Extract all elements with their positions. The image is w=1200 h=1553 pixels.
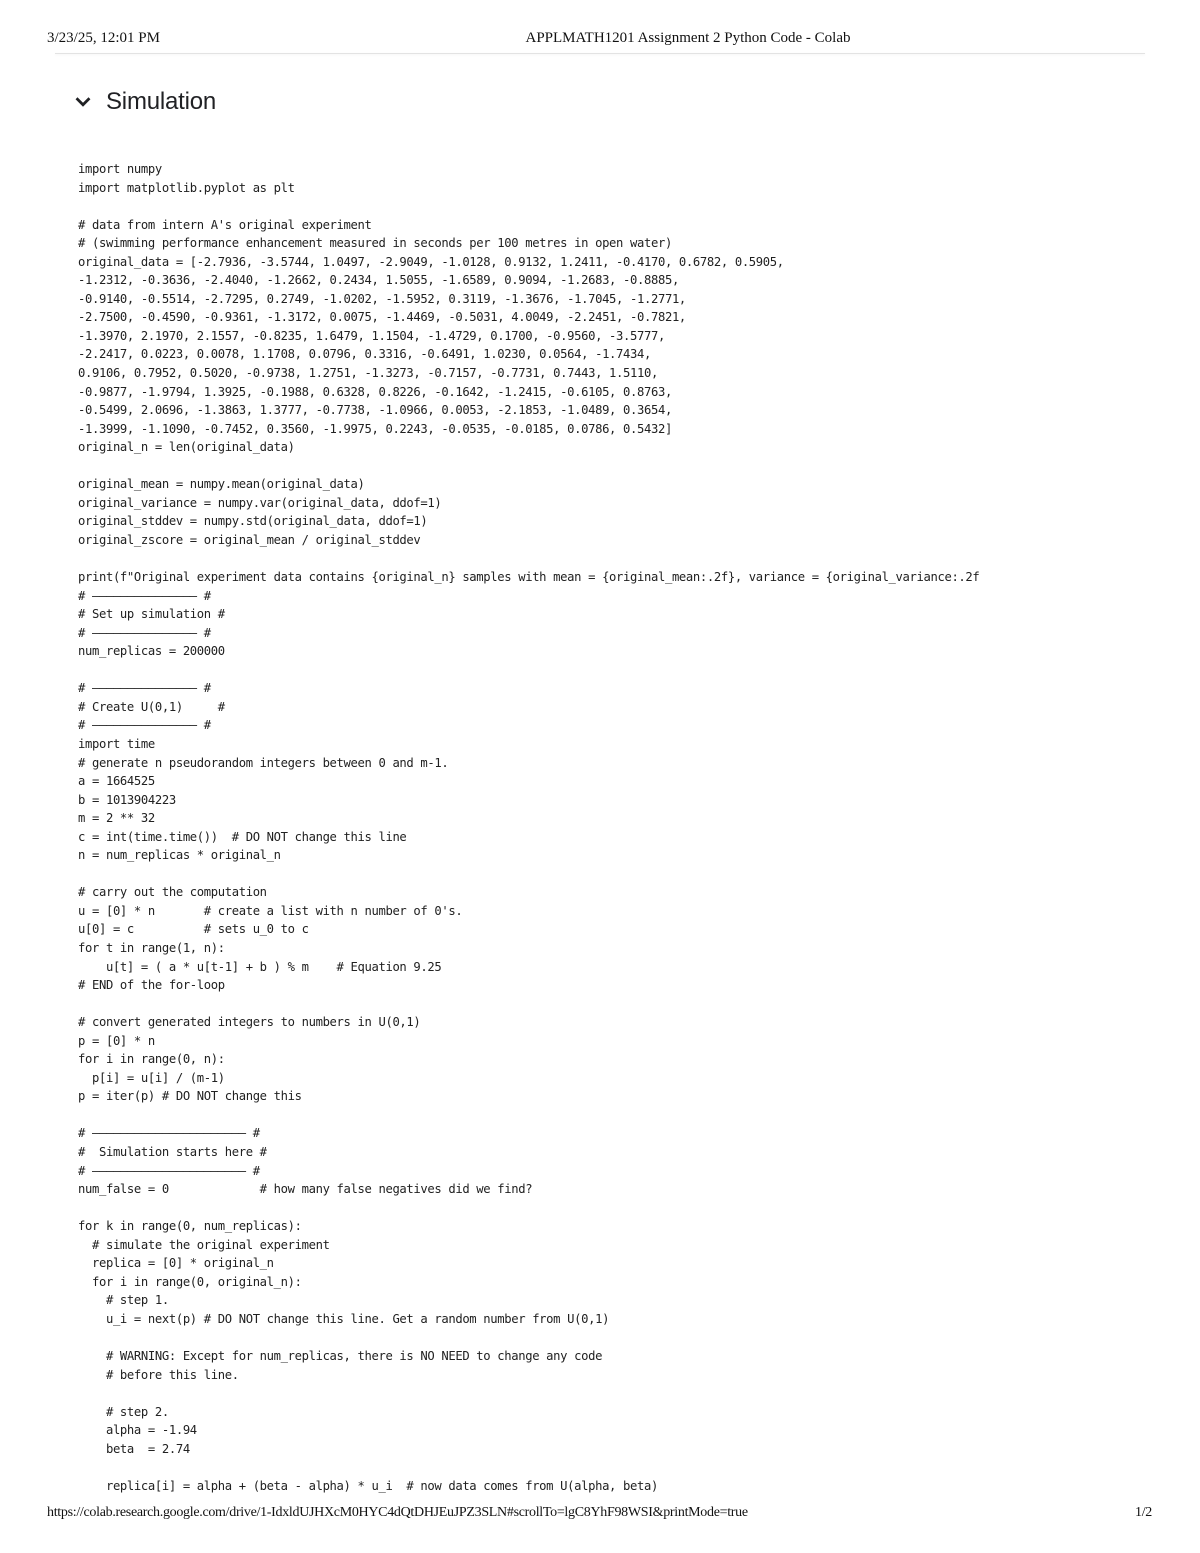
code-line: m = 2 ** 32	[78, 811, 155, 826]
code-line: b = 1013904223	[78, 792, 176, 807]
code-line: alpha = -1.94	[78, 1423, 197, 1438]
code-line: p = iter(p) # DO NOT change this	[78, 1089, 302, 1104]
code-line: u[t] = ( a * u[t-1] + b ) % m # Equation 9.25	[78, 959, 442, 974]
code-line: # step 1.	[78, 1293, 169, 1308]
code-line: for k in range(0, num_replicas):	[78, 1219, 302, 1234]
code-line: u_i = next(p) # DO NOT change this line. Get a random number from U(0,1)	[78, 1311, 610, 1326]
code-line: replica = [0] * original_n	[78, 1256, 274, 1271]
code-line: # Simulation starts here #	[78, 1144, 267, 1159]
code-line: num_replicas = 200000	[78, 644, 225, 659]
code-line: -2.2417, 0.0223, 0.0078, 1.1708, 0.0796, 0.3316, -0.6491, 1.0230, 0.0564, -1.7434,	[78, 347, 651, 362]
code-line: original_data = [-2.7936, -3.5744, 1.0497, -2.9049, -1.0128, 0.9132, 1.2411, -0.4170, 0.6782, 0.5905,	[78, 254, 784, 269]
code-line: print(f"Original experiment data contains {original_n} samples with mean = {original_mean:.2f}, variance = {original_variance:.2f	[78, 570, 980, 585]
code-line: original_zscore = original_mean / original_stddev	[78, 532, 421, 547]
code-line: 0.9106, 0.7952, 0.5020, -0.9738, 1.2751, -1.3273, -0.7157, -0.7731, 0.7443, 1.5110,	[78, 366, 658, 381]
code-line: for i in range(0, n):	[78, 1052, 225, 1067]
code-line: # END of the for-loop	[78, 978, 225, 993]
code-line: num_false = 0 # how many false negatives did we find?	[78, 1182, 533, 1197]
code-line: -0.5499, 2.0696, -1.3863, 1.3777, -0.7738, -1.0966, 0.0053, -2.1853, -1.0489, 0.3654,	[78, 403, 672, 418]
code-cell[interactable]	[78, 160, 979, 1495]
code-line: # before this line.	[78, 1367, 239, 1382]
code-line: import numpy	[78, 162, 162, 176]
code-line: original_variance = numpy.var(original_data, ddof=1)	[78, 495, 442, 510]
code-line: -1.3970, 2.1970, 2.1557, -0.8235, 1.6479, 1.1504, -1.4729, 0.1700, -0.9560, -3.5777,	[78, 328, 665, 343]
code-line: import time	[78, 736, 155, 751]
code-line: u = [0] * n # create a list with n number of 0's.	[78, 903, 463, 918]
section-header[interactable]	[72, 88, 216, 116]
code-line: # Create U(0,1) #	[78, 699, 225, 714]
code-line: p = [0] * n	[78, 1033, 155, 1048]
code-line: # Set up simulation #	[78, 607, 225, 622]
code-line: a = 1664525	[78, 774, 155, 789]
code-line: # ——————————————— #	[78, 588, 211, 603]
code-line: -0.9877, -1.9794, 1.3925, -0.1988, 0.6328, 0.8226, -0.1642, -1.2415, -0.6105, 0.8763,	[78, 384, 672, 399]
code-line: # —————————————————————— #	[78, 1163, 260, 1178]
code-line: u[0] = c # sets u_0 to c	[78, 922, 309, 937]
code-line: beta = 2.74	[78, 1441, 190, 1456]
code-line: for t in range(1, n):	[78, 940, 225, 955]
code-line: c = int(time.time()) # DO NOT change this line	[78, 829, 407, 844]
page-title: APPLMATH1201 Assignment 2 Python Code - Colab	[525, 30, 851, 46]
page-number: 1/2	[1135, 1505, 1152, 1520]
section-title: Simulation	[106, 88, 217, 115]
code-line: # WARNING: Except for num_replicas, there is NO NEED to change any code	[78, 1349, 603, 1363]
code-line: original_n = len(original_data)	[78, 440, 295, 455]
code-line: -0.9140, -0.5514, -2.7295, 0.2749, -1.0202, -1.5952, 0.3119, -1.3676, -1.7045, -1.2771,	[78, 291, 686, 306]
code-line: for i in range(0, original_n):	[78, 1274, 302, 1289]
code-line: import matplotlib.pyplot as plt	[78, 180, 295, 195]
code-line: # —————————————————————— #	[78, 1126, 260, 1141]
code-line: # step 2.	[78, 1404, 169, 1419]
print-url: https://colab.research.google.com/drive/1-IdxldUJHXcM0HYC4dQtDHJEuJPZ3SLN#scrollTo=lgC8YhF98WSI&printMode=true	[47, 1505, 748, 1520]
code-line: -1.3999, -1.1090, -0.7452, 0.3560, -1.9975, 0.2243, -0.0535, -0.0185, 0.0786, 0.5432]	[78, 421, 672, 436]
code-line: original_stddev = numpy.std(original_data, ddof=1)	[78, 514, 428, 529]
code-line: # generate n pseudorandom integers between 0 and m-1.	[78, 755, 449, 770]
code-line: # ——————————————— #	[78, 718, 211, 733]
code-line: replica[i] = alpha + (beta - alpha) * u_i # now data comes from U(alpha, beta)	[78, 1478, 658, 1493]
code-line: # ——————————————— #	[78, 681, 211, 696]
code-line: # (swimming performance enhancement measured in seconds per 100 metres in open water)	[78, 236, 672, 251]
print-datetime: 3/23/25, 12:01 PM	[47, 30, 160, 46]
code-line: # data from intern A's original experiment	[78, 217, 372, 232]
chevron-down-icon[interactable]	[72, 91, 94, 113]
code-line: -1.2312, -0.3636, -2.4040, -1.2662, 0.2434, 1.5055, -1.6589, 0.9094, -1.2683, -0.8885,	[78, 273, 679, 288]
code-line: -2.7500, -0.4590, -0.9361, -1.3172, 0.0075, -1.4469, -0.5031, 4.0049, -2.2451, -0.7821,	[78, 310, 686, 325]
code-line: p[i] = u[i] / (m-1)	[78, 1070, 225, 1085]
header-divider	[55, 53, 1145, 54]
code-line: # convert generated integers to numbers in U(0,1)	[78, 1015, 421, 1030]
code-line: original_mean = numpy.mean(original_data)	[78, 477, 365, 492]
code-line: n = num_replicas * original_n	[78, 848, 281, 863]
code-line: # simulate the original experiment	[78, 1237, 330, 1252]
code-line: # carry out the computation	[78, 885, 267, 900]
code-line: # ——————————————— #	[78, 625, 211, 640]
